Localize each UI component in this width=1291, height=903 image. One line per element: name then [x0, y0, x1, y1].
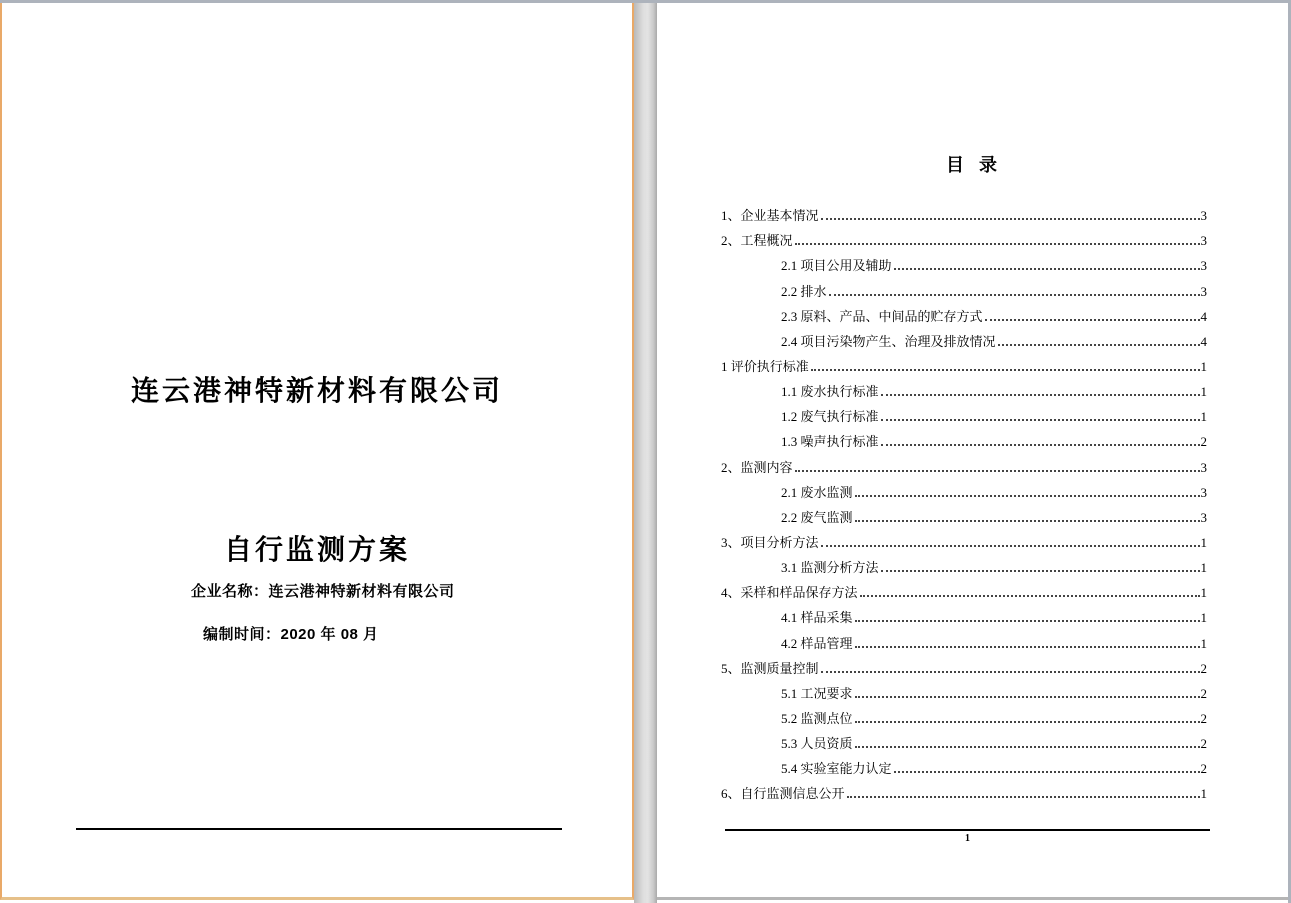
- toc-entry-label: 2.1 废水监测: [781, 484, 853, 500]
- toc-entry-page: 2: [1200, 736, 1207, 752]
- toc-entry-label: 2.1 项目公用及辅助: [781, 258, 892, 274]
- toc-entry-label: 1、企业基本情况: [721, 208, 819, 224]
- toc-leader-dots: [811, 369, 1200, 371]
- toc-entry[interactable]: [721, 656, 1207, 681]
- toc-entry-page: 3: [1200, 258, 1207, 274]
- compile-date-line: 编制时间：2020 年 08 月: [203, 626, 379, 643]
- toc-entry-page: 2: [1200, 761, 1207, 777]
- toc-entry-label: 1.1 废水执行标准: [781, 384, 879, 400]
- toc-leader-dots: [855, 520, 1200, 522]
- toc-entry-page: 1: [1200, 560, 1207, 576]
- toc-entry[interactable]: [721, 404, 1207, 429]
- toc-leader-dots: [855, 646, 1200, 648]
- toc-entry[interactable]: [721, 329, 1207, 354]
- toc-leader-dots: [795, 243, 1200, 245]
- toc-leader-dots: [855, 721, 1200, 723]
- cover-title-line1: 连云港神特新材料有限公司: [130, 376, 503, 407]
- toc-entry[interactable]: [721, 706, 1207, 731]
- company-name-line: 企业名称：连云港神特新材料有限公司: [191, 583, 455, 600]
- toc-entry-page: 3: [1200, 233, 1207, 249]
- toc-entry[interactable]: [721, 480, 1207, 505]
- toc-entry[interactable]: [721, 630, 1207, 655]
- toc-entry-page: 3: [1200, 459, 1207, 475]
- toc-entry[interactable]: [721, 530, 1207, 555]
- toc-entry-label: 3、项目分析方法: [721, 534, 819, 550]
- toc-entry-label: 5.4 实验室能力认定: [781, 761, 892, 777]
- toc-entry[interactable]: [721, 228, 1207, 253]
- toc-entry-page: 2: [1200, 434, 1207, 450]
- toc-entry[interactable]: [721, 731, 1207, 756]
- toc-leader-dots: [998, 344, 1200, 346]
- toc-entry-page: 1: [1200, 358, 1207, 374]
- toc-entry[interactable]: [721, 304, 1207, 329]
- toc-leader-dots: [821, 545, 1200, 547]
- toc-leader-dots: [881, 444, 1200, 446]
- toc-leader-dots: [855, 746, 1200, 748]
- toc-leader-dots: [860, 595, 1200, 597]
- toc-entry-label: 5、监测质量控制: [721, 660, 819, 676]
- toc-entry-page: 1: [1200, 585, 1207, 601]
- toc-entry-page: 1: [1200, 384, 1207, 400]
- toc-leader-dots: [855, 696, 1200, 698]
- toc-entry[interactable]: [721, 429, 1207, 454]
- toc-entry-label: 6、自行监测信息公开: [721, 786, 845, 802]
- toc-entry-page: 2: [1200, 685, 1207, 701]
- page-gap: [634, 3, 657, 903]
- toc-leader-dots: [855, 620, 1200, 622]
- toc-entry[interactable]: [721, 253, 1207, 278]
- cover-title-line2: 自行监测方案: [223, 535, 410, 566]
- toc-leader-dots: [894, 771, 1200, 773]
- toc-leader-dots: [881, 394, 1200, 396]
- toc-page[interactable]: [657, 3, 1288, 900]
- toc-entry-page: 1: [1200, 409, 1207, 425]
- toc-entry[interactable]: [721, 354, 1207, 379]
- toc-entry-label: 2.2 排水: [781, 283, 827, 299]
- toc-entry[interactable]: [721, 278, 1207, 303]
- toc-entry-label: 5.2 监测点位: [781, 710, 853, 726]
- toc-leader-dots: [795, 470, 1200, 472]
- toc-entry-page: 1: [1200, 635, 1207, 651]
- toc-entry[interactable]: [721, 781, 1207, 806]
- toc-entry-page: 1: [1200, 786, 1207, 802]
- toc-title: 目 录: [946, 155, 999, 175]
- toc-entry-label: 1 评价执行标准: [721, 358, 809, 374]
- toc-leader-dots: [985, 319, 1200, 321]
- toc-entry-label: 3.1 监测分析方法: [781, 560, 879, 576]
- toc-leader-dots: [894, 268, 1200, 270]
- toc-entry[interactable]: [721, 681, 1207, 706]
- toc-entry-page: 4: [1200, 333, 1207, 349]
- toc-entry-page: 1: [1200, 534, 1207, 550]
- toc-entry-label: 4.2 样品管理: [781, 635, 853, 651]
- toc-leader-dots: [881, 570, 1200, 572]
- toc-entry-label: 2.2 废气监测: [781, 509, 853, 525]
- toc-leader-dots: [829, 294, 1200, 296]
- window-top-border: [0, 0, 1291, 3]
- cover-title: [2, 259, 632, 683]
- page-number: 1: [965, 833, 970, 844]
- toc-entry-label: 4.1 样品采集: [781, 610, 853, 626]
- toc-entry-label: 2.3 原料、产品、中间品的贮存方式: [781, 308, 983, 324]
- toc-entry-page: 1: [1200, 610, 1207, 626]
- toc-leader-dots: [855, 495, 1200, 497]
- toc-entry[interactable]: [721, 756, 1207, 781]
- toc-entry-label: 1.2 废气执行标准: [781, 409, 879, 425]
- toc-entry-label: 2、监测内容: [721, 459, 793, 475]
- toc-entry-page: 4: [1200, 308, 1207, 324]
- toc-entry-page: 3: [1200, 484, 1207, 500]
- toc-entry-page: 3: [1200, 283, 1207, 299]
- toc-entry-page: 3: [1200, 509, 1207, 525]
- toc-entry-label: 4、采样和样品保存方法: [721, 585, 858, 601]
- toc-entry[interactable]: [721, 454, 1207, 479]
- toc-entry[interactable]: [721, 203, 1207, 228]
- toc-list: [721, 203, 1207, 806]
- toc-entry[interactable]: [721, 379, 1207, 404]
- toc-entry-label: 1.3 噪声执行标准: [781, 434, 879, 450]
- cover-page[interactable]: [0, 3, 634, 900]
- toc-entry[interactable]: [721, 605, 1207, 630]
- toc-leader-dots: [847, 796, 1200, 798]
- toc-leader-dots: [821, 671, 1200, 673]
- toc-leader-dots: [821, 218, 1200, 220]
- toc-entry-label: 2、工程概况: [721, 233, 793, 249]
- toc-leader-dots: [881, 419, 1200, 421]
- toc-entry[interactable]: [721, 555, 1207, 580]
- toc-entry-label: 5.3 人员资质: [781, 736, 853, 752]
- toc-entry-page: 2: [1200, 710, 1207, 726]
- toc-entry[interactable]: [721, 505, 1207, 530]
- toc-entry-label: 5.1 工况要求: [781, 685, 853, 701]
- toc-entry-label: 2.4 项目污染物产生、治理及排放情况: [781, 333, 996, 349]
- toc-entry-page: 3: [1200, 208, 1207, 224]
- toc-footer-rule: [725, 829, 1210, 831]
- cover-footer-rule: [76, 828, 562, 830]
- toc-entry-page: 2: [1200, 660, 1207, 676]
- toc-entry[interactable]: [721, 580, 1207, 605]
